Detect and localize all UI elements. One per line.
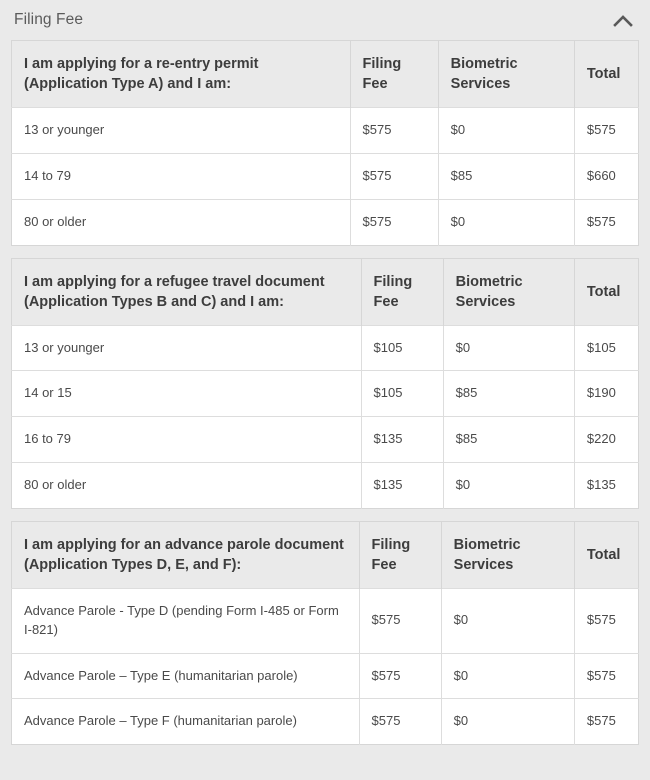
table-header-row (12, 41, 639, 108)
cell-biometric-services: $0 (441, 653, 574, 699)
cell-filing-fee: $575 (359, 653, 441, 699)
column-header-filing-fee: Filing Fee (350, 41, 438, 108)
table-row (12, 108, 639, 154)
cell-biometric-services: $0 (441, 588, 574, 653)
cell-criteria: 16 to 79 (12, 417, 362, 463)
filing-fee-accordion-header[interactable] (0, 0, 650, 40)
cell-biometric-services: $0 (441, 699, 574, 745)
cell-criteria: 13 or younger (12, 325, 362, 371)
table-row (12, 588, 639, 653)
table-row (12, 153, 639, 199)
cell-biometric-services: $0 (443, 463, 574, 509)
column-header-biometric-services: Biometric Services (443, 258, 574, 325)
cell-total: $190 (574, 371, 638, 417)
cell-filing-fee: $575 (359, 699, 441, 745)
column-header-filing-fee: Filing Fee (359, 521, 441, 588)
column-header-criteria: I am applying for a refugee travel document (Application Types B and C) and I am: (12, 258, 362, 325)
cell-filing-fee: $105 (361, 325, 443, 371)
chevron-up-icon[interactable] (610, 7, 636, 33)
fee-table-re-entry-permit (11, 40, 639, 246)
column-header-criteria: I am applying for an advance parole document (Application Types D, E, and F): (12, 521, 360, 588)
table-row (12, 463, 639, 509)
column-header-filing-fee: Filing Fee (361, 258, 443, 325)
filing-fee-accordion-body (0, 40, 650, 745)
cell-filing-fee: $575 (350, 153, 438, 199)
cell-criteria: 80 or older (12, 199, 351, 245)
table-row (12, 199, 639, 245)
cell-criteria: 80 or older (12, 463, 362, 509)
cell-filing-fee: $135 (361, 417, 443, 463)
cell-biometric-services: $85 (443, 371, 574, 417)
chevron-up-glyph (613, 14, 633, 27)
fee-table-refugee-travel-document (11, 258, 639, 509)
table-row (12, 653, 639, 699)
cell-criteria: Advance Parole – Type E (humanitarian parole) (12, 653, 360, 699)
cell-total: $575 (574, 108, 638, 154)
table-header-row (12, 258, 639, 325)
table-row (12, 371, 639, 417)
column-header-total: Total (574, 41, 638, 108)
fee-table-advance-parole-document (11, 521, 639, 745)
cell-total: $575 (574, 653, 638, 699)
column-header-total: Total (574, 258, 638, 325)
cell-criteria: Advance Parole - Type D (pending Form I-485 or Form I-821) (12, 588, 360, 653)
cell-criteria: 14 or 15 (12, 371, 362, 417)
cell-criteria: 14 to 79 (12, 153, 351, 199)
cell-biometric-services: $85 (443, 417, 574, 463)
cell-total: $575 (574, 199, 638, 245)
cell-criteria: Advance Parole – Type F (humanitarian parole) (12, 699, 360, 745)
table-header-row (12, 521, 639, 588)
cell-biometric-services: $0 (438, 199, 574, 245)
cell-total: $575 (574, 588, 638, 653)
column-header-biometric-services: Biometric Services (441, 521, 574, 588)
column-header-criteria: I am applying for a re-entry permit (Application Type A) and I am: (12, 41, 351, 108)
cell-filing-fee: $575 (350, 108, 438, 154)
cell-biometric-services: $0 (443, 325, 574, 371)
cell-criteria: 13 or younger (12, 108, 351, 154)
cell-total: $575 (574, 699, 638, 745)
cell-filing-fee: $135 (361, 463, 443, 509)
page-title: Filing Fee (14, 11, 84, 28)
table-row (12, 699, 639, 745)
cell-total: $660 (574, 153, 638, 199)
cell-total: $105 (574, 325, 638, 371)
table-row (12, 417, 639, 463)
table-row (12, 325, 639, 371)
cell-total: $135 (574, 463, 638, 509)
cell-total: $220 (574, 417, 638, 463)
column-header-total: Total (574, 521, 638, 588)
cell-filing-fee: $105 (361, 371, 443, 417)
column-header-biometric-services: Biometric Services (438, 41, 574, 108)
cell-filing-fee: $575 (359, 588, 441, 653)
cell-filing-fee: $575 (350, 199, 438, 245)
cell-biometric-services: $0 (438, 108, 574, 154)
cell-biometric-services: $85 (438, 153, 574, 199)
